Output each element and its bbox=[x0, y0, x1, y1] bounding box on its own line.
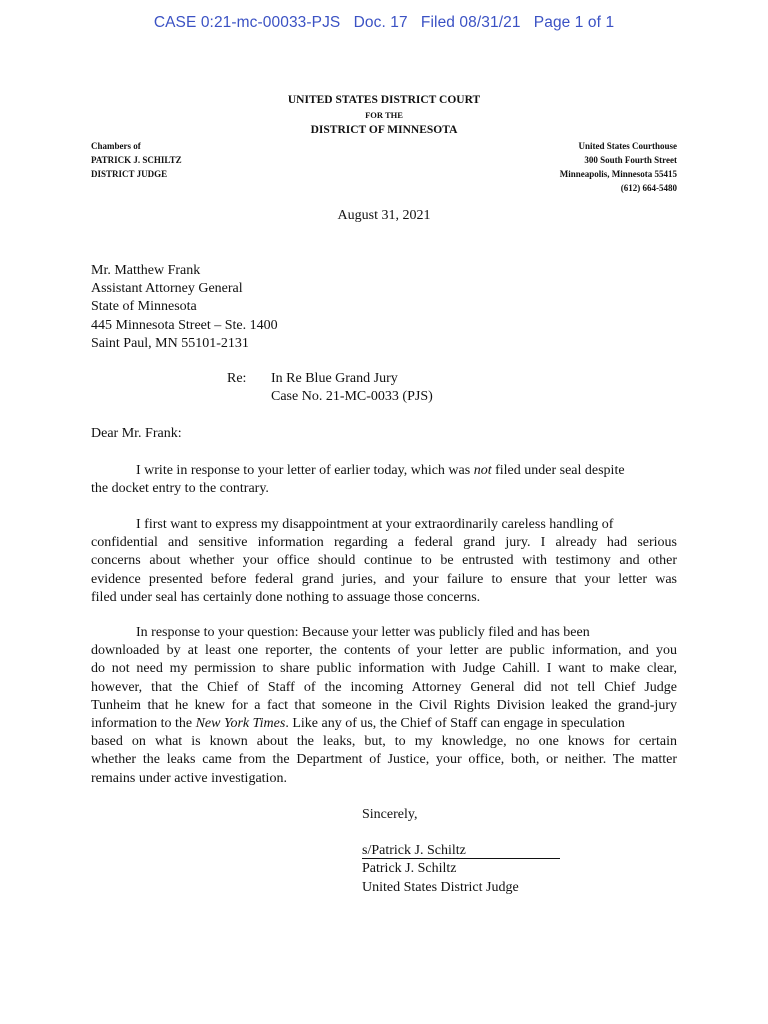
addressee-street: 445 Minnesota Street – Ste. 1400 bbox=[91, 317, 278, 333]
paragraph-1-line bbox=[91, 462, 677, 480]
signer-name: Patrick J. Schiltz bbox=[362, 861, 457, 877]
paragraph-3-line: downloaded by at least one reporter, the contents of your letter are public information, and you bbox=[91, 643, 677, 659]
signature-spacer bbox=[362, 824, 560, 842]
paragraph-3-line: based on what is known about the leaks, but, to my knowledge, no one knows for certain bbox=[91, 734, 677, 750]
signature-block bbox=[362, 806, 560, 897]
court-name: UNITED STATES DISTRICT COURT bbox=[287, 94, 481, 106]
text-run: . Like any of us, the Chief of Staff can engage in speculation bbox=[285, 716, 625, 732]
text-run: filed under seal despite bbox=[491, 463, 625, 478]
addressee-name: Mr. Matthew Frank bbox=[91, 263, 201, 278]
paragraph-3-line: Tunheim that he knew for a fact that someone in the Civil Rights Division leaked the grand-jury bbox=[91, 697, 677, 713]
emphasis-not: not bbox=[473, 463, 492, 478]
text-run: I write in response to your letter of earlier today, which was bbox=[136, 463, 474, 478]
judge-name: PATRICK J. SCHILTZ bbox=[91, 155, 182, 165]
chambers-block bbox=[91, 139, 182, 181]
letter-date: August 31, 2021 bbox=[337, 208, 431, 223]
closing-sincerely: Sincerely, bbox=[362, 807, 418, 822]
re-case-number: Case No. 21-MC-0033 (PJS) bbox=[271, 389, 433, 405]
courthouse-address-block bbox=[560, 139, 677, 195]
paragraph-3 bbox=[91, 624, 677, 788]
court-district: DISTRICT OF MINNESOTA bbox=[310, 124, 458, 136]
addressee-title: Assistant Attorney General bbox=[91, 281, 243, 297]
paragraph-2-line: confidential and sensitive information regarding a federal grand jury. I already had serious bbox=[91, 535, 677, 551]
paragraph-2-line: concerns about whether your office should continue to be entrusted with testimony and other bbox=[91, 553, 677, 569]
paragraph-3-line: In response to your question: Because your letter was publicly filed and has been bbox=[136, 625, 590, 640]
re-subject bbox=[271, 370, 433, 406]
courthouse-phone: (612) 664-5480 bbox=[620, 183, 677, 193]
electronic-signature: s/Patrick J. Schiltz bbox=[362, 843, 560, 859]
case-header-stamp: CASE 0:21-mc-00033-PJS Doc. 17 Filed 08/31/21 Page 1 of 1 bbox=[153, 14, 615, 31]
addressee-city: Saint Paul, MN 55101-2131 bbox=[91, 335, 249, 351]
paragraph-3-line: remains under active investigation. bbox=[91, 770, 287, 786]
signer-title: United States District Judge bbox=[362, 879, 519, 895]
paragraph-3-line: however, that the Chief of Staff of the incoming Attorney General did not tell Chief Judge bbox=[91, 679, 677, 695]
chambers-label: Chambers of bbox=[91, 141, 141, 151]
emphasis-publication: New York Times bbox=[195, 716, 286, 732]
court-for-the: FOR THE bbox=[365, 110, 403, 120]
courthouse-street: 300 South Fourth Street bbox=[584, 155, 677, 165]
courthouse-name: United States Courthouse bbox=[578, 141, 677, 151]
paragraph-1-line: the docket entry to the contrary. bbox=[91, 481, 269, 497]
paragraph-2 bbox=[91, 516, 677, 607]
judge-title: DISTRICT JUDGE bbox=[91, 169, 168, 179]
paragraph-1 bbox=[91, 462, 677, 498]
addressee-org: State of Minnesota bbox=[91, 299, 197, 315]
paragraph-2-line: filed under seal has certainly done nothing to assuage those concerns. bbox=[91, 589, 481, 605]
paragraph-3-line bbox=[91, 715, 677, 733]
paragraph-2-line: evidence presented before federal grand juries, and your failure to ensure that your letter was bbox=[91, 571, 677, 587]
re-case-name: In Re Blue Grand Jury bbox=[271, 371, 398, 386]
paragraph-2-line: I first want to express my disappointment at your extraordinarily careless handling of bbox=[136, 517, 614, 532]
court-letterhead bbox=[0, 93, 768, 138]
paragraph-3-line: whether the leaks came from the Department of Justice, your office, both, or neither. The matter bbox=[91, 752, 677, 768]
text-run: information to the bbox=[91, 716, 196, 732]
salutation: Dear Mr. Frank: bbox=[91, 426, 182, 441]
addressee-block bbox=[91, 262, 278, 353]
re-label: Re: bbox=[227, 371, 247, 386]
courthouse-city: Minneapolis, Minnesota 55415 bbox=[559, 169, 677, 179]
paragraph-3-line: do not need my permission to share public information with Judge Cahill. I want to make clear, bbox=[91, 661, 677, 677]
